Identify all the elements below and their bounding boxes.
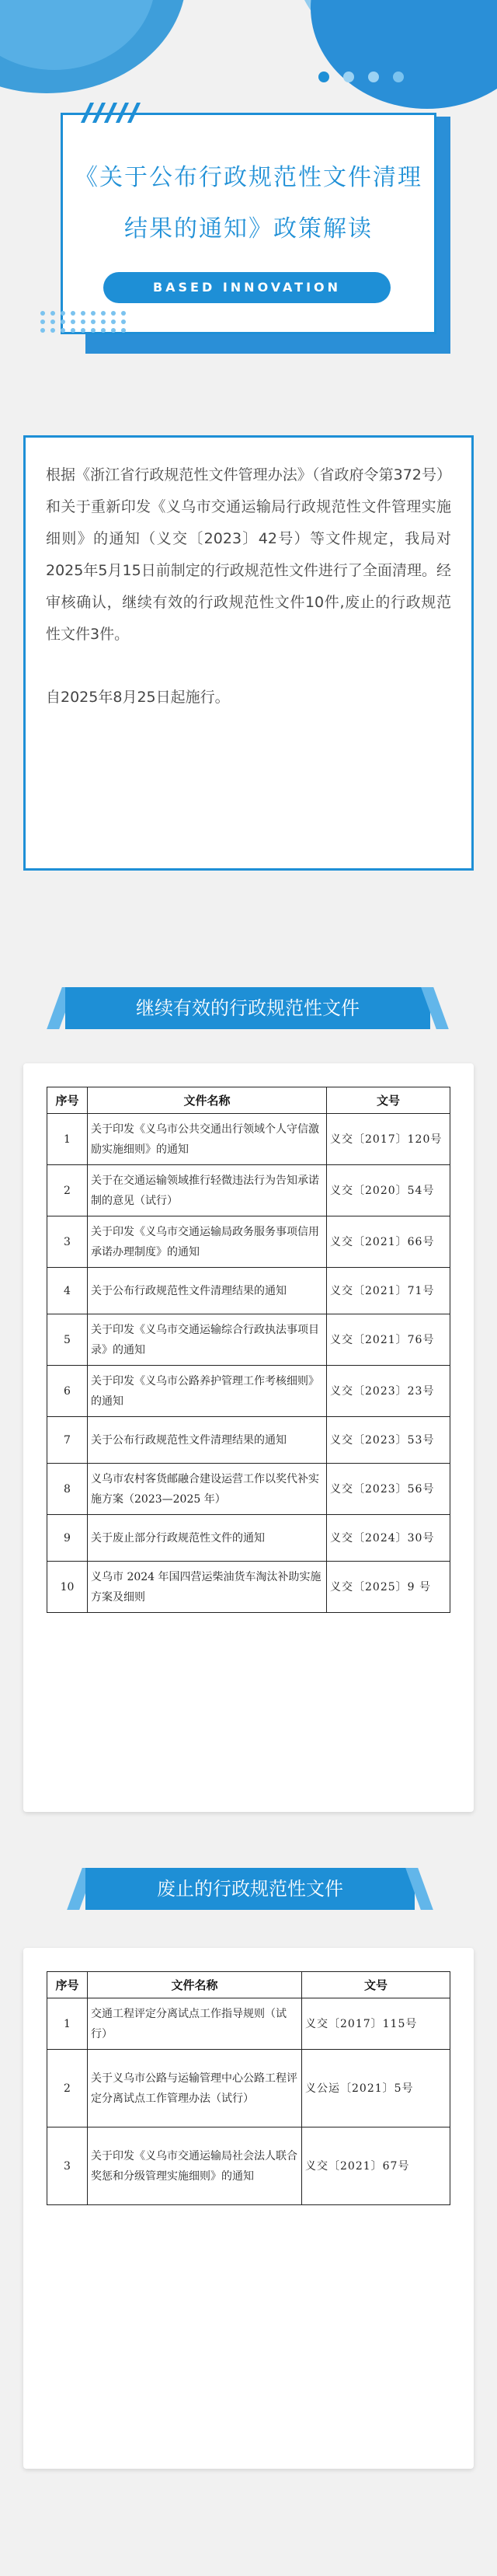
decor-grid-dot (121, 328, 126, 333)
decor-dot-grid (40, 311, 127, 333)
table-header-row (47, 1972, 450, 1998)
decor-dots (318, 72, 404, 82)
decor-grid-dot (81, 328, 85, 333)
table-row (47, 1562, 450, 1613)
table-cell-no: 1 (47, 1114, 88, 1165)
table-cell-no: 1 (47, 1998, 88, 2050)
column-header: 序号 (47, 1972, 88, 1998)
table-row (47, 1366, 450, 1417)
effective-date: 自2025年8月25日起施行。 (46, 689, 230, 706)
table-row (47, 1165, 450, 1216)
table-cell-ref: 义交〔2025〕9 号 (327, 1562, 450, 1613)
table-cell-ref: 义交〔2021〕71号 (327, 1268, 450, 1314)
decor-grid-dot (61, 328, 65, 333)
table-cell-no: 6 (47, 1366, 88, 1417)
decor-grid-dot (71, 311, 75, 316)
table-row (47, 2127, 450, 2205)
table-cell-ref: 义交〔2021〕66号 (327, 1216, 450, 1268)
decor-grid-dot (121, 311, 126, 316)
table-cell-name: 义乌市 2024 年国四营运柴油货车淘汰补助实施方案及细则 (88, 1562, 327, 1613)
decor-grid-dot (111, 328, 116, 333)
table-row (47, 1314, 450, 1366)
decor-stripes (85, 103, 136, 123)
table-row (47, 1114, 450, 1165)
decor-dot (368, 72, 379, 82)
hero-banner (0, 0, 497, 404)
decor-grid-dot (121, 319, 126, 324)
table-cell-ref: 义交〔2021〕67号 (302, 2127, 450, 2205)
section-title-valid: 继续有效的行政规范性文件 (65, 987, 430, 1029)
decor-dot (343, 72, 354, 82)
decor-grid-dot (81, 319, 85, 324)
decor-dot (393, 72, 404, 82)
decor-grid-dot (71, 328, 75, 333)
column-header: 文号 (302, 1972, 450, 1998)
table-row (47, 2050, 450, 2127)
decor-grid-dot (50, 311, 55, 316)
table-cell-ref: 义交〔2024〕30号 (327, 1515, 450, 1562)
table-row (47, 1216, 450, 1268)
table-cell-name: 关于公布行政规范性文件清理结果的通知 (88, 1268, 327, 1314)
decor-grid-dot (91, 319, 96, 324)
valid-files-card (23, 1063, 474, 1812)
table-cell-no: 7 (47, 1417, 88, 1464)
table-header-row (47, 1087, 450, 1114)
decor-grid-dot (61, 311, 65, 316)
column-header: 文件名称 (88, 1087, 327, 1114)
decor-grid-dot (101, 319, 106, 324)
decor-dot (318, 72, 329, 82)
table-cell-no: 2 (47, 1165, 88, 1216)
table-row (47, 1417, 450, 1464)
table-row (47, 1998, 450, 2050)
section-title-repealed: 废止的行政规范性文件 (85, 1868, 415, 1910)
table-cell-no: 4 (47, 1268, 88, 1314)
table-row (47, 1268, 450, 1314)
intro-paragraph: 根据《浙江省行政规范性文件管理办法》（省政府令第372号）和关于重新印发《义乌市交通运输局行政规范性文件管理实施细则》的通知（义交〔2023〕42号）等文件规定，我局对2025年5月15日前制定的行政规范性文件进行了全面清理。经审核确认，继续有效的行政规范性文件10件,废止的行政规范性文件3件。 (46, 466, 451, 643)
column-header: 文号 (327, 1087, 450, 1114)
decor-grid-dot (61, 319, 65, 324)
table-cell-name: 关于印发《义乌市公路养护管理工作考核细则》的通知 (88, 1366, 327, 1417)
table-cell-ref: 义交〔2023〕56号 (327, 1464, 450, 1515)
table-cell-no: 3 (47, 2127, 88, 2205)
page-title: 《关于公布行政规范性文件清理结果的通知》政策解读 (75, 164, 422, 243)
table-cell-no: 5 (47, 1314, 88, 1366)
valid-files-table (47, 1087, 450, 1613)
decor-grid-dot (71, 319, 75, 324)
table-cell-ref: 义交〔2023〕23号 (327, 1366, 450, 1417)
decor-grid-dot (111, 311, 116, 316)
table-cell-no: 2 (47, 2050, 88, 2127)
table-cell-no: 10 (47, 1562, 88, 1613)
table-cell-name: 关于印发《义乌市交通运输综合行政执法事项目录》的通知 (88, 1314, 327, 1366)
table-cell-ref: 义交〔2023〕53号 (327, 1417, 450, 1464)
decor-grid-dot (91, 328, 96, 333)
table-cell-name: 关于印发《义乌市交通运输局社会法人联合奖惩和分级管理实施细则》的通知 (88, 2127, 302, 2205)
table-cell-name: 关于义乌市公路与运输管理中心公路工程评定分离试点工作管理办法（试行） (88, 2050, 302, 2127)
column-header: 文件名称 (88, 1972, 302, 1998)
column-header: 序号 (47, 1087, 88, 1114)
table-cell-ref: 义交〔2021〕76号 (327, 1314, 450, 1366)
table-cell-ref: 义交〔2020〕54号 (327, 1165, 450, 1216)
table-cell-name: 交通工程评定分离试点工作指导规则（试行） (88, 1998, 302, 2050)
decor-grid-dot (91, 311, 96, 316)
repealed-files-card (23, 1948, 474, 2469)
table-row (47, 1464, 450, 1515)
section-heading-repealed (0, 1862, 497, 1916)
table-cell-name: 关于印发《义乌市公共交通出行领域个人守信激励实施细则》的通知 (88, 1114, 327, 1165)
decor-grid-dot (50, 319, 55, 324)
section-heading-valid (0, 981, 497, 1035)
table-cell-ref: 义公运〔2021〕5号 (302, 2050, 450, 2127)
table-cell-name: 义乌市农村客货邮融合建设运营工作以奖代补实施方案（2023—2025 年） (88, 1464, 327, 1515)
table-cell-name: 关于废止部分行政规范性文件的通知 (88, 1515, 327, 1562)
table-cell-no: 9 (47, 1515, 88, 1562)
decor-grid-dot (101, 328, 106, 333)
decor-grid-dot (101, 311, 106, 316)
table-cell-ref: 义交〔2017〕115号 (302, 1998, 450, 2050)
decor-grid-dot (40, 311, 45, 316)
tagline-badge: BASED INNOVATION (103, 272, 391, 303)
decor-blob-right (311, 0, 497, 109)
decor-grid-dot (111, 319, 116, 324)
table-cell-name: 关于印发《义乌市交通运输局政务服务事项信用承诺办理制度》的通知 (88, 1216, 327, 1268)
decor-grid-dot (40, 328, 45, 333)
table-cell-name: 关于公布行政规范性文件清理结果的通知 (88, 1417, 327, 1464)
decor-grid-dot (50, 328, 55, 333)
table-cell-name: 关于在交通运输领域推行轻微违法行为告知承诺制的意见（试行） (88, 1165, 327, 1216)
intro-panel (23, 435, 474, 871)
table-row (47, 1515, 450, 1562)
decor-grid-dot (40, 319, 45, 324)
decor-grid-dot (81, 311, 85, 316)
table-cell-no: 8 (47, 1464, 88, 1515)
table-cell-ref: 义交〔2017〕120号 (327, 1114, 450, 1165)
table-cell-no: 3 (47, 1216, 88, 1268)
repealed-files-table (47, 1971, 450, 2205)
